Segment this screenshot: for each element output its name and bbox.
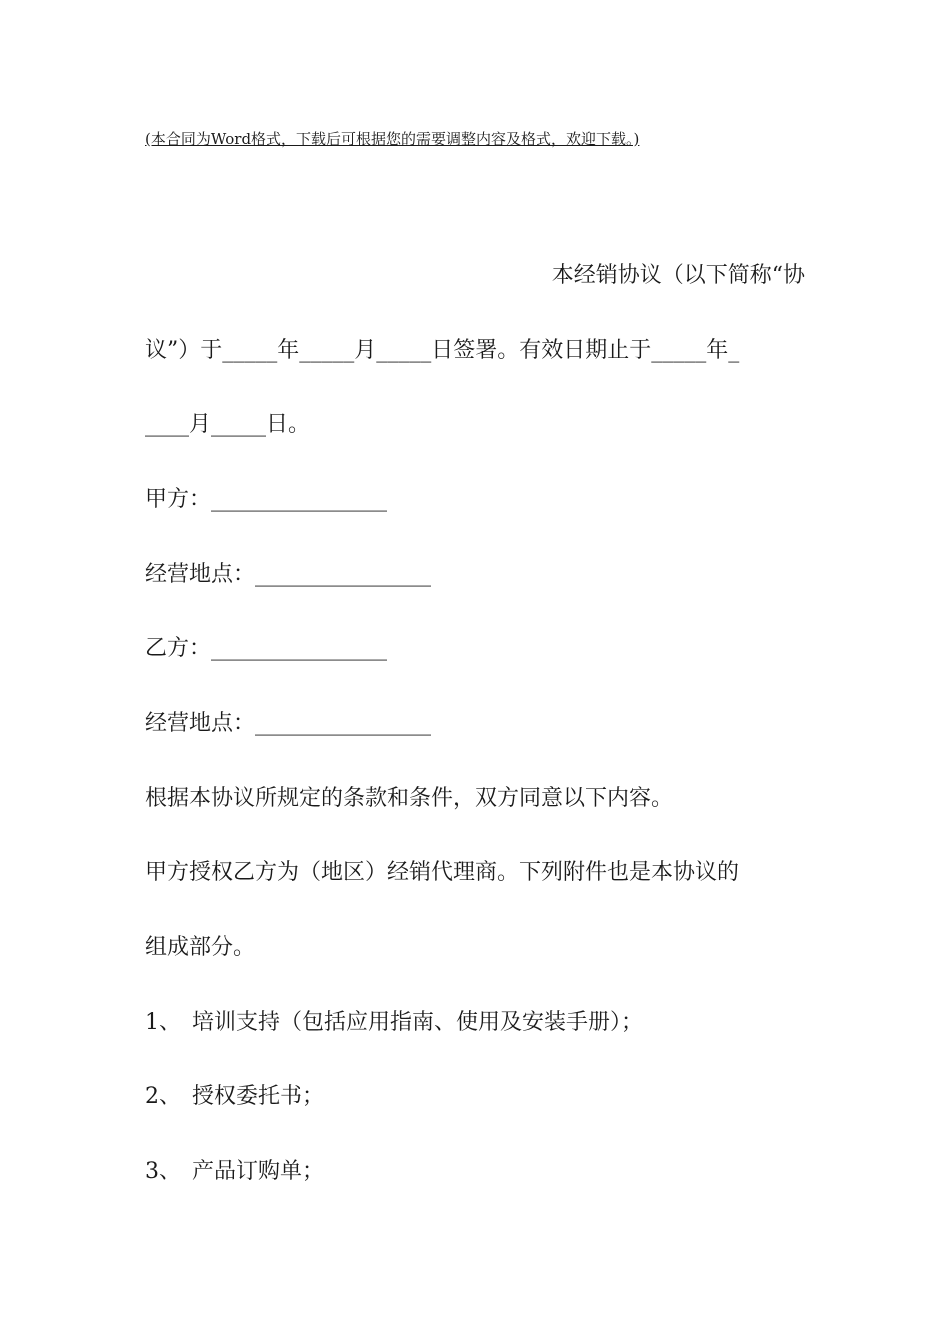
agreement-statement: 根据本协议所规定的条款和条件，双方同意以下内容。	[145, 786, 674, 811]
intro-line-3: ____月_____日。	[145, 412, 311, 437]
attachment-text: 授权委托书；	[192, 1084, 325, 1109]
attachment-item-2	[145, 1082, 805, 1112]
intro-line-2: 议”）于_____年_____月_____日签署。有效日期止于_____年_	[145, 338, 740, 363]
attachment-text: 培训支持（包括应用指南、使用及安装手册）；	[192, 1010, 644, 1035]
party-b-line: 乙方：________________	[145, 636, 388, 661]
attachment-number: 2、	[145, 1084, 181, 1109]
attachment-number: 1、	[145, 1010, 181, 1035]
party-b-address-line: 经营地点：________________	[145, 711, 432, 736]
authorization-line-1: 甲方授权乙方为（地区）经销代理商。下列附件也是本协议的	[145, 860, 740, 885]
download-notice: (本合同为Word格式，下载后可根据您的需要调整内容及格式，欢迎下载。)	[145, 130, 640, 148]
intro-line-1: 本经销协议（以下简称“协	[551, 263, 805, 288]
authorization-line-2: 组成部分。	[145, 935, 256, 960]
attachment-item-1	[145, 1008, 805, 1038]
attachment-item-3	[145, 1157, 805, 1187]
attachment-text: 产品订购单；	[192, 1159, 325, 1184]
party-a-address-line: 经营地点：________________	[145, 562, 432, 587]
attachment-number: 3、	[145, 1159, 181, 1184]
party-a-line: 甲方：________________	[145, 487, 388, 512]
